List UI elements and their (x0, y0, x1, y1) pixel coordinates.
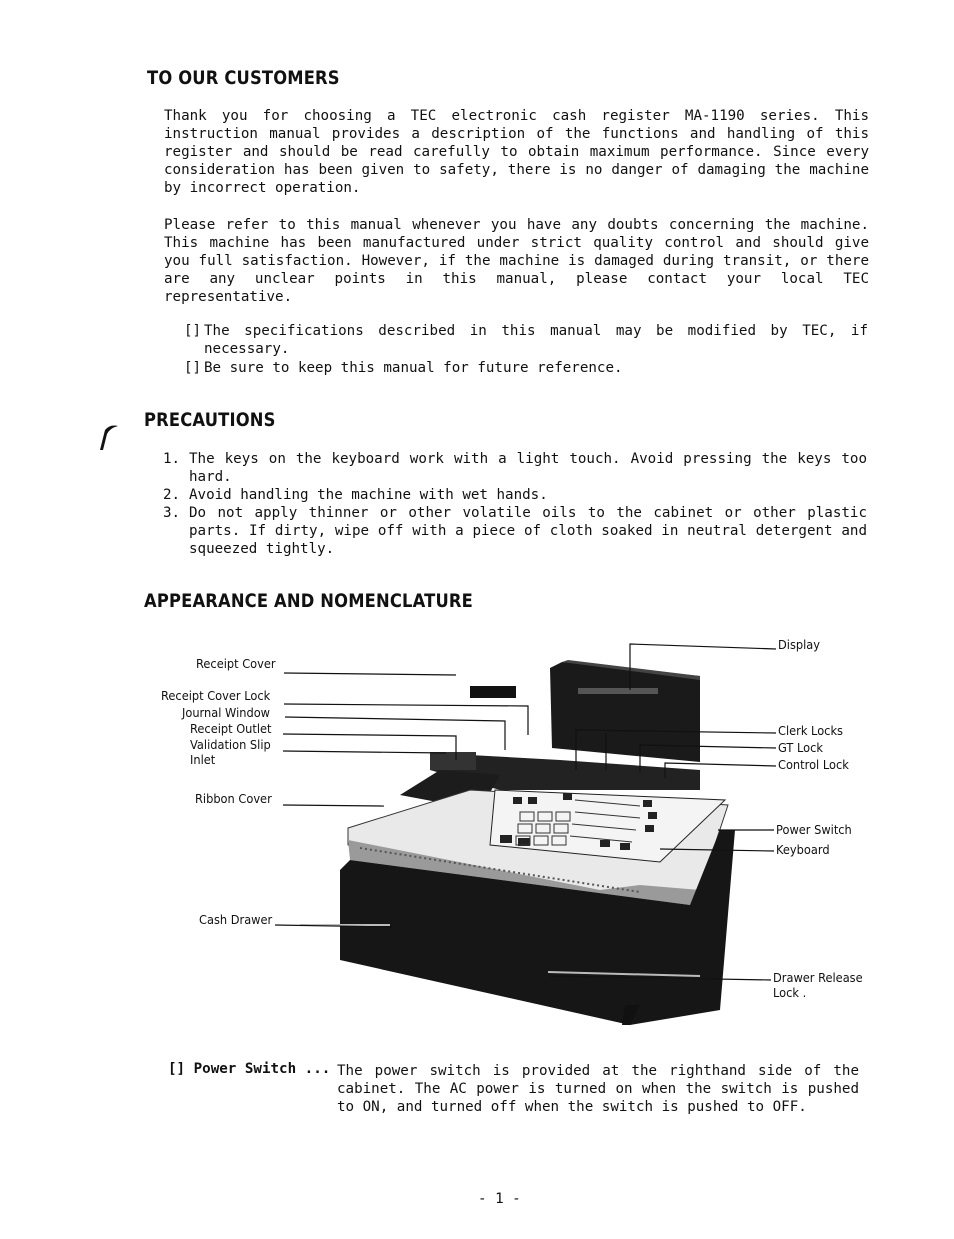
label-display: Display (778, 637, 821, 652)
power-switch-term-text: Power Switch ... (193, 1061, 331, 1077)
section-heading-appearance: APPEARANCE AND NOMENCLATURE (144, 590, 473, 612)
section-heading-customers: TO OUR CUSTOMERS (147, 67, 340, 89)
spec-note-text: The specifications described in this manual may be modified by TEC, if necessary. (204, 323, 868, 357)
precaution-item (163, 504, 867, 558)
section-heading-precautions: PRECAUTIONS (144, 409, 276, 431)
customers-paragraph-1: Thank you for choosing a TEC electronic cash register MA-1190 series. This instruction manual provides a description of the functions and handling of this register and should be read carefully to obtain maximum performance. Since every consideration has been given to safety, there is no danger of damaging the machine by incorrect operation. (164, 108, 869, 196)
label-cash-drawer: Cash Drawer (199, 912, 273, 927)
checkbox-bullet-icon: [] (184, 360, 202, 376)
spec-note (184, 322, 868, 358)
label-power-switch: Power Switch (776, 822, 852, 837)
checkbox-bullet-icon: [] (184, 323, 202, 339)
power-switch-definition: The power switch is provided at the righthand side of the cabinet. The AC power is turned on when the switch is pushed to ON, and turned off when the switch is pushed to OFF. (337, 1063, 859, 1115)
label-validation-slip: Validation Slip (190, 737, 271, 752)
precaution-number: 2. (163, 487, 181, 503)
margin-mark-icon (96, 422, 122, 452)
label-journal-window: Journal Window (182, 705, 271, 720)
customers-paragraph-2: Please refer to this manual whenever you have any doubts concerning the machine. This machine has been manufactured under strict quality control and should give you full satisfaction. However, if the machine is damaged during transit, or there are any unclear points in this manual, please contact your local TEC representative. (164, 217, 869, 305)
keep-manual-note (184, 359, 868, 377)
label-drawer-release-lock: Lock . (773, 985, 807, 1000)
label-inlet: Inlet (190, 752, 216, 767)
precaution-number: 1. (163, 451, 181, 467)
power-switch-term (168, 1060, 330, 1078)
precaution-text: Avoid handling the machine with wet hands. (189, 487, 548, 503)
precaution-text: Do not apply thinner or other volatile oils to the cabinet or other plastic parts. If dirty, wipe off with a piece of cloth soaked in neutral detergent and squeezed tightly. (189, 505, 867, 557)
label-drawer-release: Drawer Release (773, 970, 863, 985)
label-gt-lock: GT Lock (778, 740, 824, 755)
label-clerk-locks: Clerk Locks (778, 723, 843, 738)
label-receipt-cover-lock: Receipt Cover Lock (161, 688, 271, 703)
label-receipt-outlet: Receipt Outlet (190, 721, 272, 736)
label-keyboard: Keyboard (776, 842, 830, 857)
keep-manual-note-text: Be sure to keep this manual for future reference. (204, 360, 623, 376)
precaution-number: 3. (163, 505, 181, 521)
label-ribbon-cover: Ribbon Cover (195, 791, 272, 806)
label-receipt-cover: Receipt Cover (196, 656, 276, 671)
label-control-lock: Control Lock (778, 757, 849, 772)
page-number: - 1 - (478, 1191, 521, 1207)
precaution-item (163, 450, 867, 486)
checkbox-bullet-icon: [] (168, 1061, 186, 1077)
precaution-text: The keys on the keyboard work with a light touch. Avoid pressing the keys too hard. (189, 451, 867, 485)
precaution-item (163, 486, 867, 504)
cash-register-illustration (150, 620, 880, 1040)
